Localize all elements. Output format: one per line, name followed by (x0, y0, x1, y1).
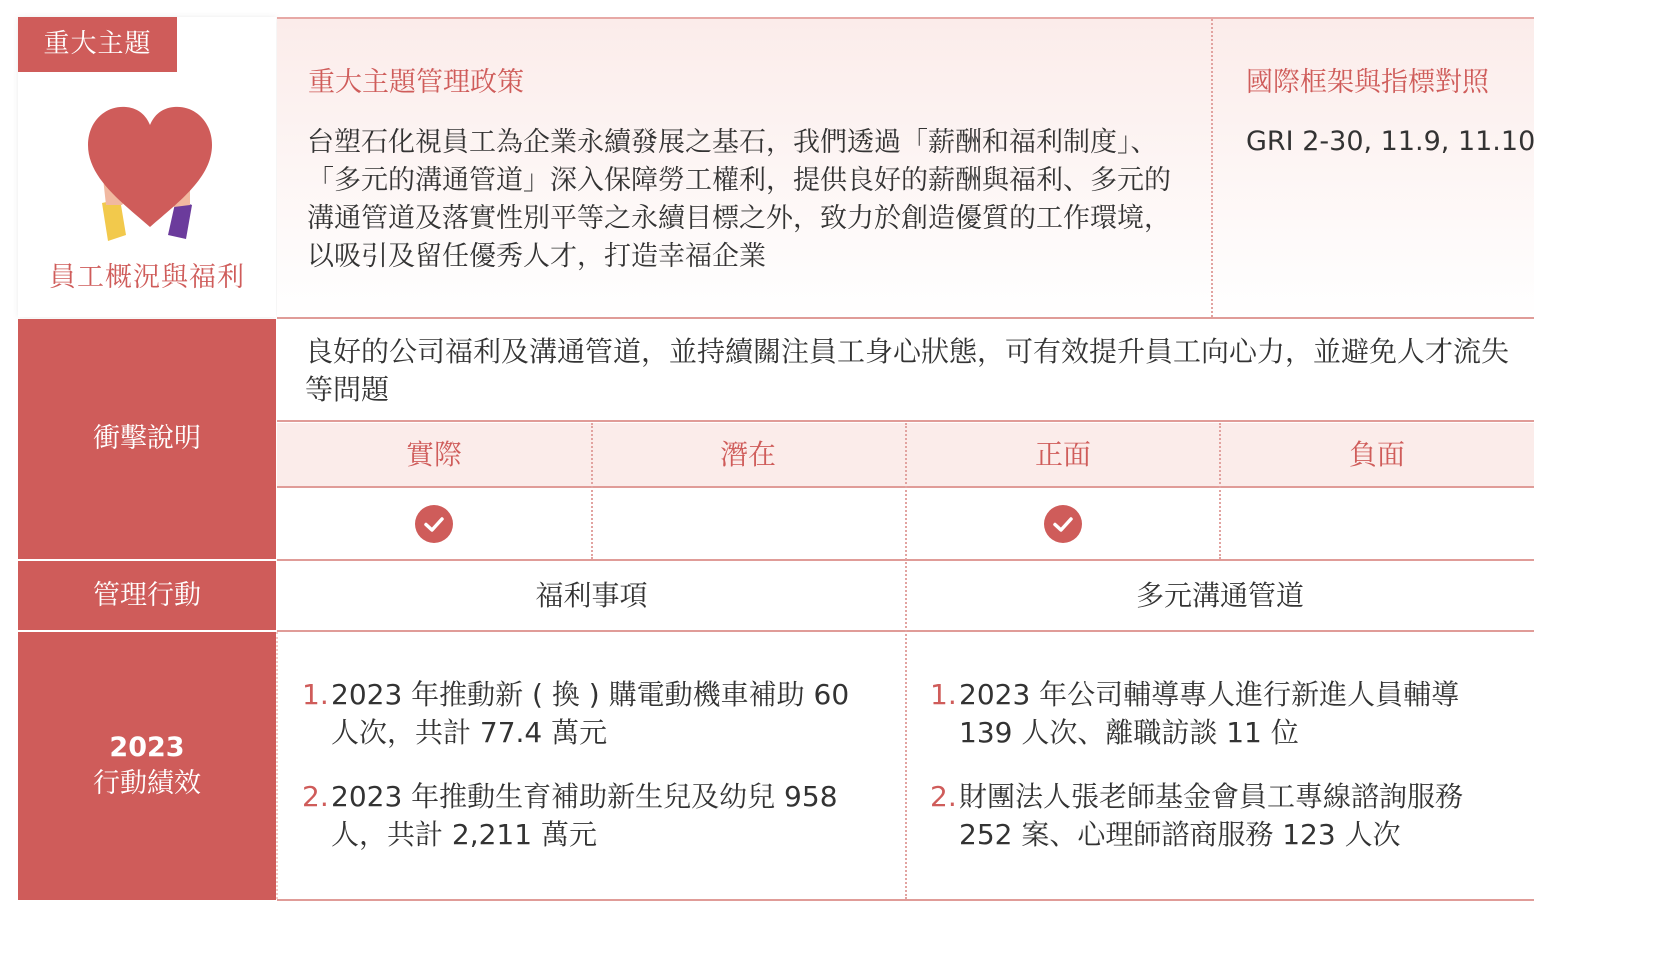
list-text: 2023 年公司輔導專人進行新進人員輔導 139 人次、離職訪談 11 位 (959, 678, 1460, 749)
action-communication: 多元溝通管道 (1135, 579, 1304, 612)
list-item (302, 778, 882, 854)
divider (905, 423, 907, 899)
impact-col-negative: 負面 (1348, 438, 1405, 471)
impact-label-text: 衝擊說明 (93, 423, 201, 454)
list-number: 2. (930, 780, 957, 813)
impact-col-positive: 正面 (1034, 438, 1091, 471)
check-icon (1044, 505, 1082, 543)
topic-card (18, 17, 276, 317)
impact-label (18, 319, 276, 559)
performance-list-right (930, 676, 1520, 880)
heart-hands-icon (80, 95, 220, 255)
list-text: 2023 年推動生育補助新生兒及幼兒 958 人，共計 2,211 萬元 (331, 780, 838, 851)
impact-col-potential: 潛在 (719, 438, 776, 471)
divider (277, 899, 1534, 901)
framework-text: GRI 2-30, 11.9, 11.10 (1246, 126, 1536, 157)
action-benefits: 福利事項 (535, 579, 648, 612)
action-label (18, 561, 276, 630)
list-item (930, 778, 1520, 854)
divider (277, 317, 1534, 319)
policy-text: 台塑石化視員工為企業永續發展之基石，我們透過「薪酬和福利制度」、「多元的溝通管道」深入保障勞工權利，提供良好的薪酬與福利、多元的溝通管道及落實性別平等之永續目標之外，致力於創造優質的工作環境，以吸引及留任優秀人才，打造幸福企業 (307, 127, 1171, 272)
performance-label (18, 632, 276, 900)
list-text: 2023 年推動新 ( 換 ) 購電動機車補助 60 人次，共計 77.4 萬元 (331, 678, 850, 749)
impact-col-actual: 實際 (405, 438, 462, 471)
list-number: 2. (302, 780, 329, 813)
divider (277, 420, 1534, 422)
divider (276, 632, 278, 899)
list-number: 1. (302, 678, 329, 711)
check-icon (415, 505, 453, 543)
divider (591, 423, 593, 559)
framework-heading: 國際框架與指標對照 (1246, 67, 1489, 98)
divider (1219, 423, 1221, 559)
performance-year: 2023 (109, 732, 185, 763)
action-label-text: 管理行動 (93, 579, 201, 611)
performance-list-left (302, 676, 882, 880)
topic-tag: 重大主題 (18, 17, 177, 72)
topic-name: 員工概況與福利 (49, 262, 245, 293)
list-number: 1. (930, 678, 957, 711)
performance-label-text: 行動績效 (93, 768, 201, 799)
list-text: 財團法人張老師基金會員工專線諮詢服務 252 案、心理師諮商服務 123 人次 (959, 780, 1464, 851)
policy-heading: 重大主題管理政策 (308, 67, 524, 98)
list-item (930, 676, 1520, 752)
impact-description: 良好的公司福利及溝通管道，並持續關注員工身心狀態，可有效提升員工向心力，並避免人才流失等問題 (305, 335, 1510, 406)
list-item (302, 676, 882, 752)
policy-divider (1211, 19, 1213, 317)
